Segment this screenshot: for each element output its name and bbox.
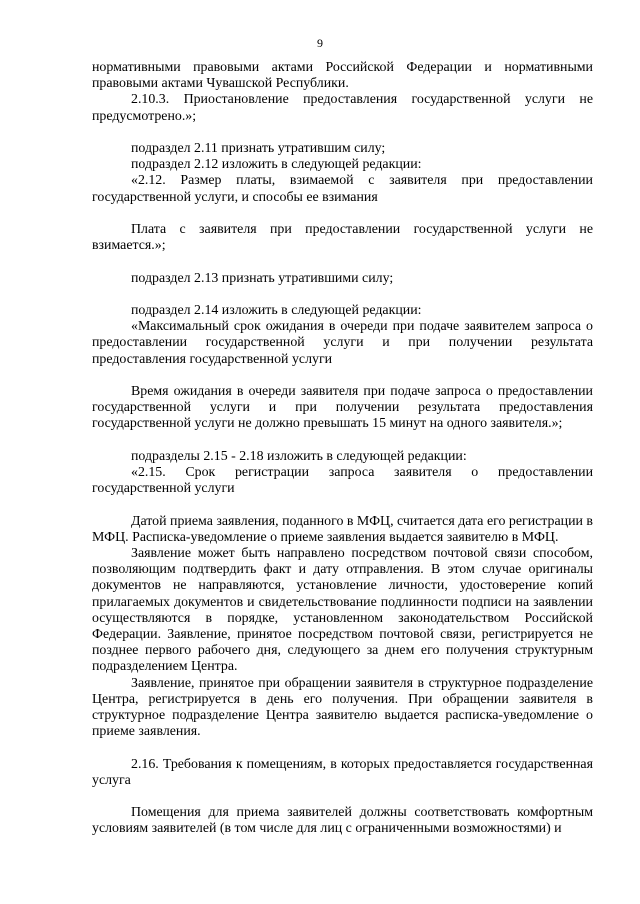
heading-2-15: «2.15. Срок регистрации запроса заявителя о предоставлении государственной услуги — [92, 464, 593, 497]
paragraph-subsection-2-12-intro: подраздел 2.12 изложить в следующей редакции: — [131, 157, 422, 173]
paragraph-subsection-2-11: подраздел 2.11 признать утратившим силу; — [131, 141, 386, 156]
paragraph-center-application: Заявление, принятое при обращении заявителя в структурное подразделение Центра, регистрируется в день его получения. При обращении заявителя в структурное подразделение Центра заявителю выдается расписка-уведомление о приеме заявления. — [92, 675, 593, 740]
heading-2-12: «2.12. Размер платы, взимаемой с заявителя при предоставлении государственной услуги, и способы ее взимания — [92, 173, 593, 205]
paragraph-subsection-2-14-intro: подраздел 2.14 изложить в следующей редакции: — [131, 302, 422, 318]
paragraph-mfc-date: Датой приема заявления, поданного в МФЦ, считается дата его регистрации в МФЦ. Расписка-уведомление о приеме заявления выдается заявителю в МФЦ. — [92, 513, 593, 545]
paragraph-fee: Плата с заявителя при предоставлении государственной услуги не взимается.»; — [92, 222, 593, 254]
paragraph-subsections-2-15-2-18-intro: подразделы 2.15 - 2.18 изложить в следующей редакции: — [131, 448, 467, 464]
paragraph-subsection-2-13: подраздел 2.13 признать утратившими силу; — [131, 270, 394, 286]
heading-2-16: 2.16. Требования к помещениям, в которых предоставляется государственная услуга — [92, 756, 593, 788]
paragraph-waiting-time: Время ожидания в очереди заявителя при подаче запроса о предоставлении государственной услуги и при получении результата предоставления государственной услуги не должно превышать 15 минут на одного заявителя.»; — [92, 383, 593, 432]
page-number: 9 — [317, 36, 323, 50]
document-body — [92, 60, 593, 838]
paragraph-premises: Помещения для приема заявителей должны соответствовать комфортным условиям заявителей (в том числе для лиц с ограниченными возможностями) и — [92, 805, 593, 837]
paragraph-continuation: нормативными правовыми актами Российской Федерации и нормативными правовыми актами Чувашской Республики. — [92, 60, 593, 92]
paragraph-2-10-3: 2.10.3. Приостановление предоставления государственной услуги не предусмотрено.»; — [92, 92, 593, 124]
heading-2-14: «Максимальный срок ожидания в очереди при подаче заявителем запроса о предоставлении государственной услуги и при получении результата предоставления государственной услуги — [92, 319, 593, 367]
paragraph-postal-application: Заявление может быть направлено посредством почтовой связи способом, позволяющим подтвердить факт и дату отправления. В этом случае оригиналы документов не направляются, установление личности, удостоверение копий прилагаемых документов и свидетельствование подлинности подписи на заявлении осуществляются в порядке, установленном законодательством Российской Федерации. Заявление, принятое посредством почтовой связи, регистрируется не позднее первого рабочего дня, следующего за днем его получения структурным подразделением Центра. — [92, 545, 593, 675]
